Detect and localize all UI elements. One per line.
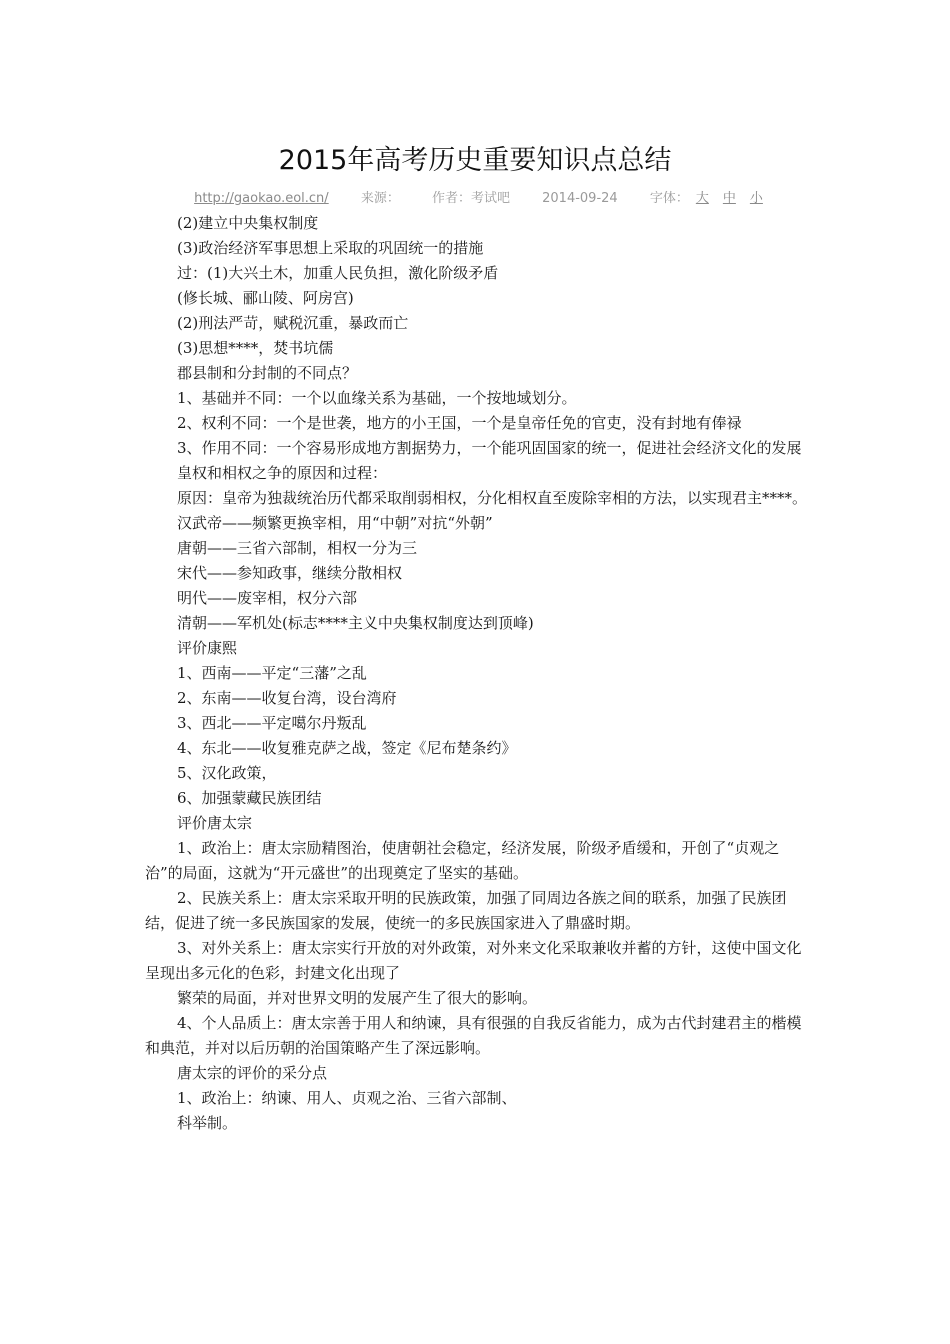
paragraph: 评价康熙 <box>177 639 238 657</box>
paragraph: (2)刑法严苛，赋税沉重，暴政而亡 <box>177 314 409 332</box>
paragraph: 2、权利不同：一个是世袭，地方的小王国，一个是皇帝任免的官吏，没有封地有俸禄 <box>177 414 742 432</box>
paragraph: 1、政治上：唐太宗励精图治，使唐朝社会稳定，经济发展，阶级矛盾缓和，开创了“贞观之治”的局面，这就为“开元盛世”的出现奠定了坚实的基础。 <box>145 839 780 882</box>
font-size-large-link[interactable]: 大 <box>695 191 709 206</box>
article-meta <box>0 189 950 209</box>
paragraph: 郡县制和分封制的不同点？ <box>177 364 358 382</box>
paragraph: 过：(1)大兴土木，加重人民负担，激化阶级矛盾 <box>177 264 499 282</box>
paragraph: 原因：皇帝为独裁统治历代都采取削弱相权，分化相权直至废除宰相的方法，以实现君主****。 <box>177 489 808 507</box>
paragraph: 3、对外关系上：唐太宗实行开放的对外政策，对外来文化采取兼收并蓄的方针，这使中国文化呈现出多元化的色彩，封建文化出现了 <box>145 939 802 982</box>
paragraph: (3)政治经济军事思想上采取的巩固统一的措施 <box>177 239 484 257</box>
paragraph: 3、西北——平定噶尔丹叛乱 <box>177 714 367 732</box>
author-label: 作者：考试吧 <box>431 191 510 206</box>
font-size-label: 字体： <box>649 191 689 206</box>
paragraph: 2、东南——收复台湾，设台湾府 <box>177 689 397 707</box>
page-title: 2015年高考历史重要知识点总结 <box>278 145 672 176</box>
paragraph: 4、个人品质上：唐太宗善于用人和纳谏，具有很强的自我反省能力，成为古代封建君主的楷模和典范，并对以后历朝的治国策略产生了深远影响。 <box>145 1014 802 1057</box>
paragraph: 1、基础并不同：一个以血缘关系为基础，一个按地域划分。 <box>177 389 577 407</box>
source-url-link[interactable]: http://gaokao.eol.cn/ <box>194 191 329 206</box>
paragraph: 汉武帝——频繁更换宰相，用“中朝”对抗“外朝” <box>177 514 493 532</box>
paragraph: 宋代——参知政事，继续分散相权 <box>177 564 403 582</box>
paragraph: (3)思想****，焚书坑儒 <box>177 339 334 357</box>
paragraph: (修长城、郦山陵、阿房宫) <box>177 289 354 307</box>
paragraph: 1、西南——平定“三藩”之乱 <box>177 664 367 682</box>
paragraph: 唐太宗的评价的采分点 <box>177 1064 328 1082</box>
paragraph: (2)建立中央集权制度 <box>177 214 319 232</box>
paragraph: 唐朝——三省六部制，相权一分为三 <box>177 539 418 557</box>
paragraph: 清朝——军机处(标志****主义中央集权制度达到顶峰) <box>177 614 534 632</box>
paragraph: 评价唐太宗 <box>177 814 253 832</box>
paragraph: 5、汉化政策， <box>177 764 277 782</box>
font-size-small-link[interactable]: 小 <box>749 191 763 206</box>
paragraph: 4、东北——收复雅克萨之战，签定《尼布楚条约》 <box>177 739 517 757</box>
paragraph: 繁荣的局面，并对世界文明的发展产生了很大的影响。 <box>177 989 538 1007</box>
paragraph: 科举制。 <box>177 1114 238 1132</box>
paragraph: 6、加强蒙藏民族团结 <box>177 789 322 807</box>
article-body <box>145 211 810 1136</box>
paragraph: 皇权和相权之争的原因和过程： <box>177 464 388 482</box>
paragraph: 3、作用不同：一个容易形成地方割据势力，一个能巩固国家的统一，促进社会经济文化的发展 <box>177 439 802 457</box>
paragraph: 2、民族关系上：唐太宗采取开明的民族政策，加强了同周边各族之间的联系，加强了民族团结，促进了统一多民族国家的发展，使统一的多民族国家进入了鼎盛时期。 <box>145 889 787 932</box>
paragraph: 明代——废宰相，权分六部 <box>177 589 358 607</box>
font-size-medium-link[interactable]: 中 <box>722 191 736 206</box>
publish-date: 2014-09-24 <box>542 191 618 206</box>
source-label: 来源： <box>360 191 400 206</box>
paragraph: 1、政治上：纳谏、用人、贞观之治、三省六部制、 <box>177 1089 517 1107</box>
